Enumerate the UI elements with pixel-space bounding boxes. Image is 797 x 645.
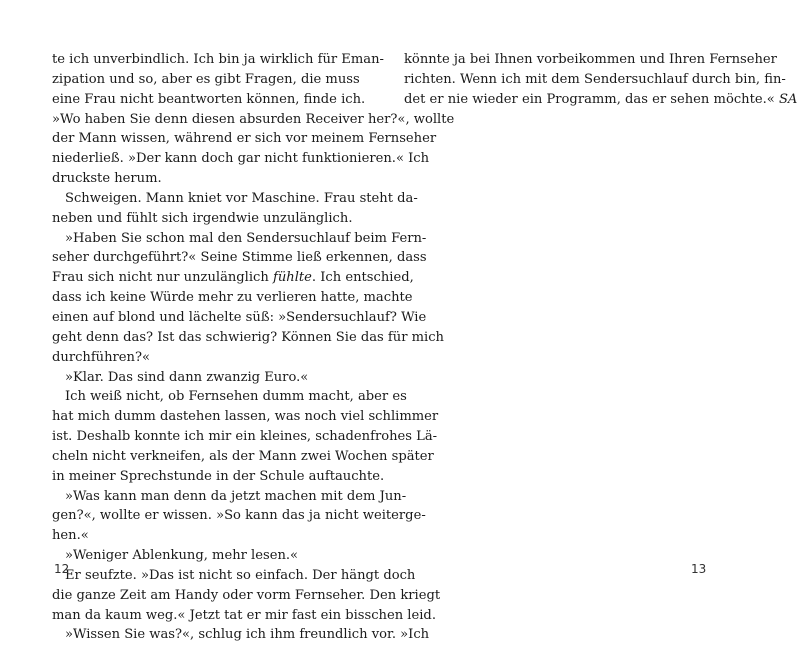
left-page-body xyxy=(52,50,455,645)
body-line: Schweigen. Mann kniet vor Maschine. Frau steht da- xyxy=(65,190,418,206)
body-line: »Weniger Ablenkung, mehr lesen.« xyxy=(65,548,299,564)
body-line: ist. Deshalb konnte ich mir ein kleines, schadenfrohes Lä- xyxy=(52,429,438,445)
body-line: man da kaum weg.« Jetzt tat er mir fast ein bisschen leid. xyxy=(52,607,436,623)
body-line: dass ich keine Würde mehr zu verlieren hatte, machte xyxy=(52,290,413,306)
body-line: zipation und so, aber es gibt Fragen, die muss xyxy=(52,71,360,87)
body-line: geht denn das? Ist das schwierig? Können Sie das für mich xyxy=(52,329,444,345)
right-page-body xyxy=(404,50,797,110)
body-line: seher durchgeführt?« Seine Stimme ließ erkennen, dass xyxy=(52,250,427,266)
body-line: die ganze Zeit am Handy oder vorm Fernseher. Den kriegt xyxy=(52,587,441,603)
page-number-left: 12 xyxy=(54,562,70,576)
body-line: Er seufzte. »Das ist nicht so einfach. Der hängt doch xyxy=(65,567,416,583)
body-line: hen.« xyxy=(52,528,89,544)
body-line: »Was kann man denn da jetzt machen mit dem Jun- xyxy=(65,488,407,504)
page-number-right: 13 xyxy=(691,562,707,576)
body-line: durchführen?« xyxy=(52,349,151,365)
body-line: richten. Wenn ich mit dem Sendersuchlauf durch bin, fin- xyxy=(404,71,786,87)
emphasis-text: fühlte xyxy=(273,270,312,286)
body-line: »Wo haben Sie denn diesen absurden Receiver her?«, wollte xyxy=(52,111,455,127)
body-line: in meiner Sprechstunde in der Schule auftauchte. xyxy=(52,468,385,484)
author-initials: SA xyxy=(778,91,797,107)
right-page xyxy=(375,0,797,625)
body-line: »Haben Sie schon mal den Sendersuchlauf beim Fern- xyxy=(65,230,427,246)
body-line: cheln nicht verkneifen, als der Mann zwei Wochen später xyxy=(52,448,434,464)
body-line: niederließ. »Der kann doch gar nicht funktionieren.« Ich xyxy=(52,151,430,167)
body-line: »Klar. Das sind dann zwanzig Euro.« xyxy=(65,369,309,385)
body-line: könnte ja bei Ihnen vorbeikommen und Ihren Fernseher xyxy=(404,52,777,67)
body-line: hat mich dumm dastehen lassen, was noch viel schlimmer xyxy=(52,409,439,425)
body-line: druckste herum. xyxy=(52,171,162,187)
body-line: einen auf blond und lächelte süß: »Sendersuchlauf? Wie xyxy=(52,309,427,325)
body-line: der Mann wissen, während er sich vor meinem Fernseher xyxy=(52,131,437,147)
body-line: Ich weiß nicht, ob Fernsehen dumm macht, aber es xyxy=(65,389,407,405)
body-line: Frau sich nicht nur unzulänglich fühlte. Ich entschied, xyxy=(52,270,414,286)
body-line: det er nie wieder ein Programm, das er sehen möchte.« SA xyxy=(404,91,797,107)
body-line: te ich unverbindlich. Ich bin ja wirklich für Eman- xyxy=(52,52,384,67)
body-line: gen?«, wollte er wissen. »So kann das ja nicht weiterge- xyxy=(52,508,426,524)
body-line: eine Frau nicht beantworten können, finde ich. xyxy=(52,91,366,107)
body-line: »Wissen Sie was?«, schlug ich ihm freundlich vor. »Ich xyxy=(65,627,430,643)
body-line: neben und fühlt sich irgendwie unzulänglich. xyxy=(52,210,353,226)
